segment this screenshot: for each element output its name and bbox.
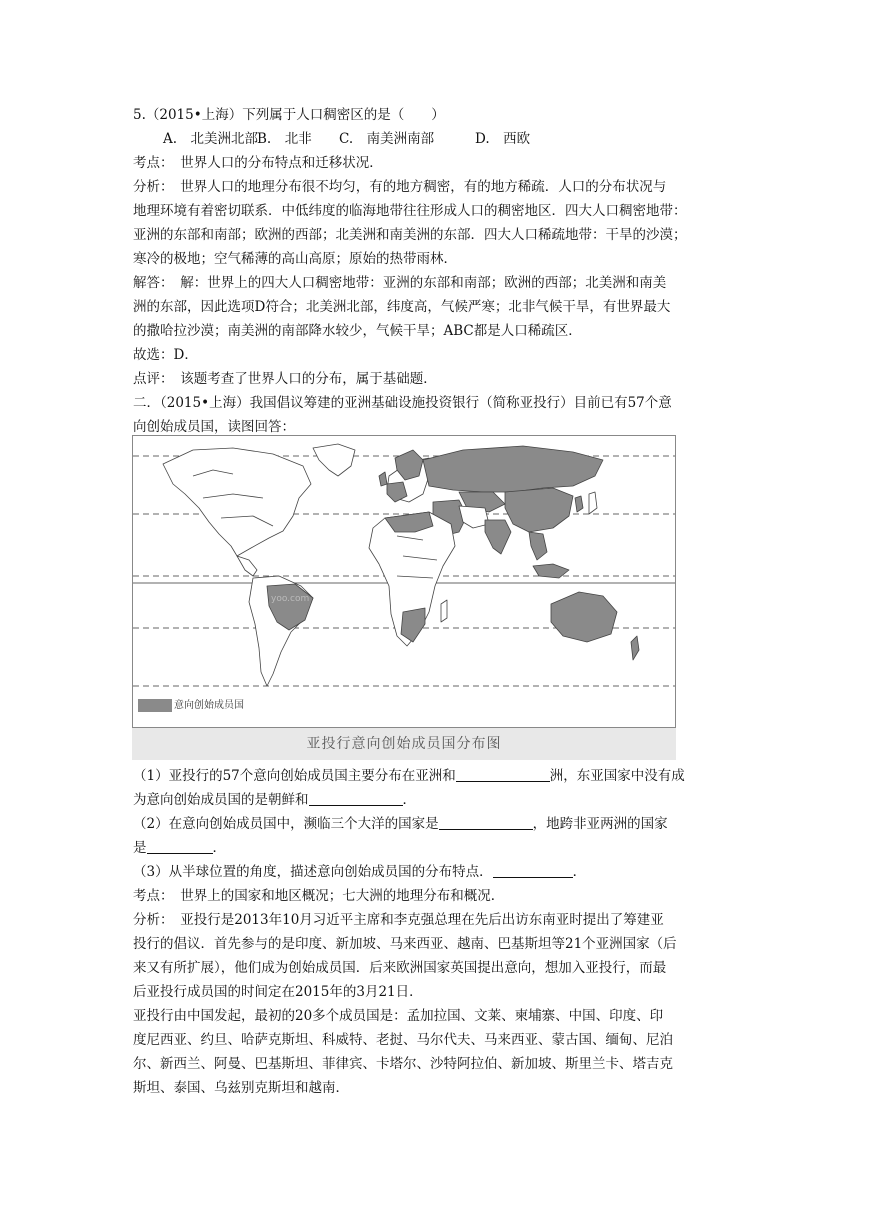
- q5-jieda-line: 解答： 解：世界上的四大人口稠密地带：亚洲的东部和南部；欧洲的西部；北美洲和南美: [133, 275, 667, 291]
- world-map-svg: [133, 436, 675, 727]
- q2-more-line: 尔、新西兰、阿曼、巴基斯坦、菲律宾、卡塔尔、沙特阿拉伯、新加坡、斯里兰卡、塔吉克: [133, 1056, 673, 1072]
- q2-sub2-line2: 是 ．: [133, 840, 226, 856]
- q5-kaodian: 考点： 世界人口的分布特点和迁移状况．: [133, 155, 383, 171]
- q5-dianping: 点评： 该题考查了世界人口的分布，属于基础题．: [133, 371, 437, 387]
- q2-more-line: 亚投行由中国发起，最初的20多个成员国是：孟加拉国、文莱、柬埔寨、中国、印度、印: [133, 1008, 664, 1024]
- answer-blank[interactable]: [456, 767, 550, 782]
- answer-blank[interactable]: [309, 791, 403, 806]
- q2-fenxi-line: 投行的倡议．首先参与的是印度、新加坡、马来西亚、越南、巴基斯坦等21个亚洲国家（后: [133, 936, 677, 952]
- aiib-map-figure: [132, 435, 676, 760]
- q2-sub1-line2: 为意向创始成员国的是朝鲜和 ．: [133, 792, 416, 808]
- map-legend: [138, 696, 244, 712]
- q5-jieda-line: 的撒哈拉沙漠；南美洲的南部降水较少，气候干旱；ABC都是人口稀疏区．: [133, 323, 582, 339]
- q5-jieda-line: 洲的东部，因此选项D符合；北美洲北部，纬度高，气候严寒；北非气候干旱，有世界最大: [133, 299, 671, 315]
- q2-intro-line: 向创始成员国，读图回答：: [133, 419, 295, 435]
- q5-option-a: A. 北美洲北部: [163, 131, 259, 147]
- q2-fenxi-line: 后亚投行成员国的时间定在2015年的3月21日．: [133, 984, 423, 1000]
- q2-more-line: 斯坦、泰国、乌兹别克斯坦和越南．: [133, 1080, 349, 1096]
- q5-fenxi-line: 亚洲的东部和南部；欧洲的西部；北美洲和南美洲的东部．四大人口稀疏地带：干旱的沙漠；: [133, 227, 687, 243]
- q5-fenxi-line: 地理环境有着密切联系．中低纬度的临海地带往往形成人口的稠密地区．四大人口稠密地带：: [133, 203, 687, 219]
- q2-sub2-line1: （2）在意向创始成员国中，濒临三个大洋的国家是 ，地跨非亚两洲的国家: [133, 816, 668, 832]
- legend-swatch: [138, 699, 172, 712]
- q5-answer: 故选：D．: [133, 347, 198, 363]
- answer-blank[interactable]: [493, 863, 573, 878]
- map-watermark: yoo.com: [271, 594, 310, 604]
- q5-option-d: D. 西欧: [475, 131, 531, 147]
- q5-stem: 5.（2015•上海）下列属于人口稠密区的是（ ）: [133, 107, 445, 123]
- q2-fenxi-line: 分析： 亚投行是2013年10月习近平主席和李克强总理在先后出访东南亚时提出了筹建亚: [133, 912, 664, 928]
- q5-options: [163, 130, 530, 148]
- q2-intro-line: 二．（2015•上海）我国倡议筹建的亚洲基础设施投资银行（简称亚投行）目前已有57个意: [133, 395, 672, 411]
- q2-fenxi-line: 来又有所扩展），他们成为创始成员国．后来欧洲国家英国提出意向，想加入亚投行，而最: [133, 960, 667, 976]
- q2-kaodian: 考点： 世界上的国家和地区概况；七大洲的地理分布和概况．: [133, 888, 505, 904]
- q5-fenxi-line: 分析： 世界人口的地理分布很不均匀，有的地方稠密，有的地方稀疏．人口的分布状况与: [133, 179, 667, 195]
- answer-blank[interactable]: [147, 839, 213, 854]
- q5-option-b: B. 北非: [257, 131, 312, 147]
- q2-more-line: 度尼西亚、约旦、哈萨克斯坦、科威特、老挝、马尔代夫、马来西亚、蒙古国、缅甸、尼泊: [133, 1032, 673, 1048]
- q5-fenxi-line: 寒冷的极地；空气稀薄的高山高原；原始的热带雨林．: [133, 251, 457, 267]
- map-caption: 亚投行意向创始成员国分布图: [132, 728, 676, 760]
- answer-blank[interactable]: [439, 815, 533, 830]
- q2-sub3: （3）从半球位置的角度，描述意向创始成员国的分布特点． ．: [133, 864, 587, 880]
- legend-label: 意向创始成员国: [174, 700, 244, 711]
- q5-option-c: C. 南美洲南部: [339, 131, 435, 147]
- world-map: [132, 435, 676, 728]
- q2-sub1-line1: （1）亚投行的57个意向创始成员国主要分布在亚洲和 洲，东亚国家中没有成: [133, 768, 685, 784]
